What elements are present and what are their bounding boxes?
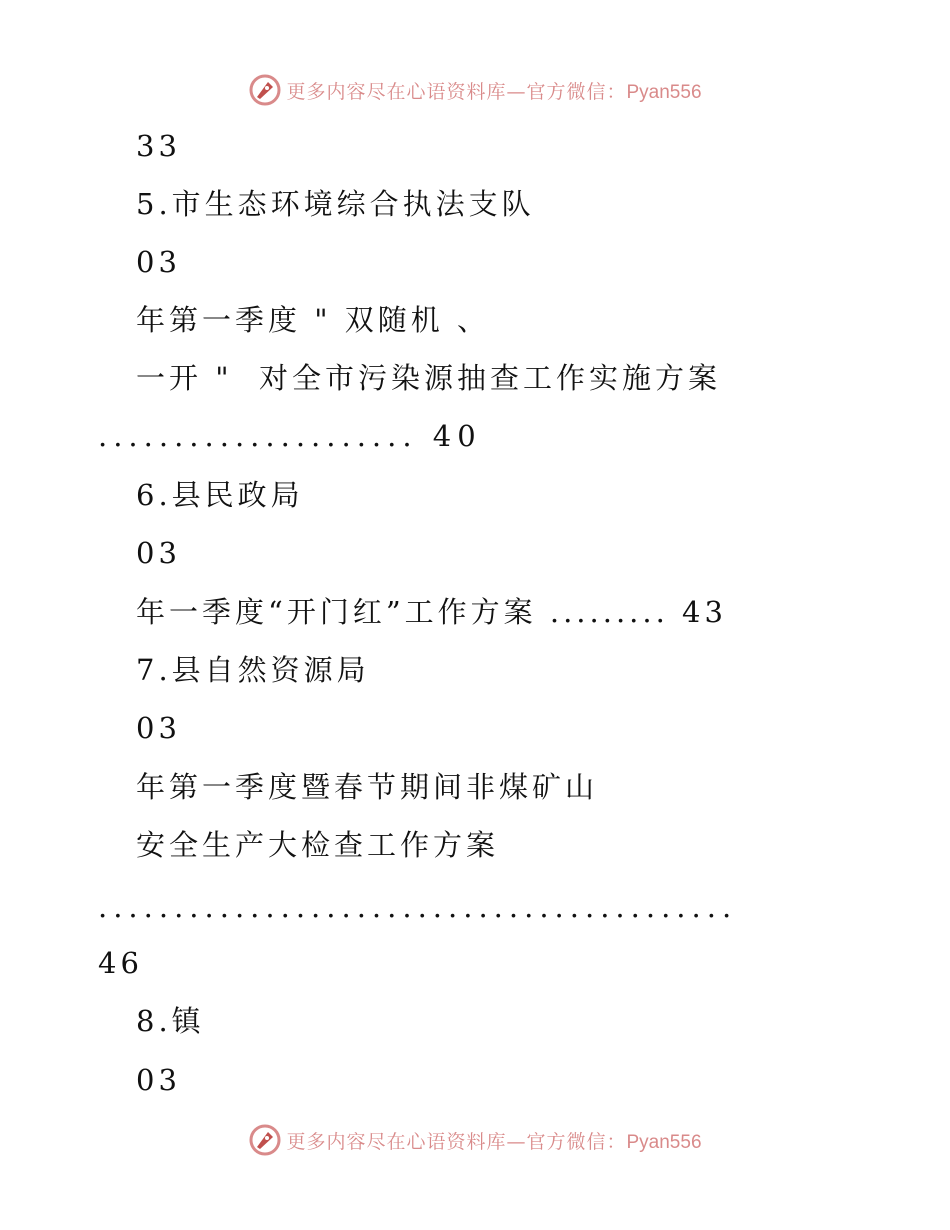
toc-line: 8.镇 (136, 1004, 205, 1038)
toc-line: 年第一季度暨春节期间非煤矿山 (136, 770, 599, 804)
toc-line: 5.市生态环境综合执法支队 (136, 187, 535, 221)
toc-line: 33 (136, 129, 181, 163)
toc-line: 46 (98, 946, 143, 980)
toc-line: 安全生产大检查工作方案 (136, 828, 500, 862)
toc-line: ..................... 40 (98, 419, 482, 453)
toc-line: 7.县自然资源局 (136, 653, 370, 687)
toc-line: 03 (136, 245, 181, 279)
toc-line: 年第一季度 " 双随机 、 (136, 303, 490, 337)
toc-line: 03 (136, 711, 181, 745)
watermark-text: 更多内容尽在心语资料库—官方微信：Pyan556 (286, 1130, 702, 1153)
toc-line: 一开 " 对全市污染源抽查工作实施方案 (136, 361, 721, 395)
toc-line: 年一季度“开门红”工作方案 ......... 43 (136, 595, 727, 629)
pen-nib-circle-icon (248, 1123, 282, 1157)
watermark-text: 更多内容尽在心语资料库—官方微信：Pyan556 (286, 80, 702, 103)
toc-line: 6.县民政局 (136, 478, 304, 512)
toc-line: 03 (136, 1063, 181, 1097)
footer-watermark (0, 1120, 950, 1160)
toc-line: 03 (136, 536, 181, 570)
toc-line: .......................................... (98, 890, 738, 924)
